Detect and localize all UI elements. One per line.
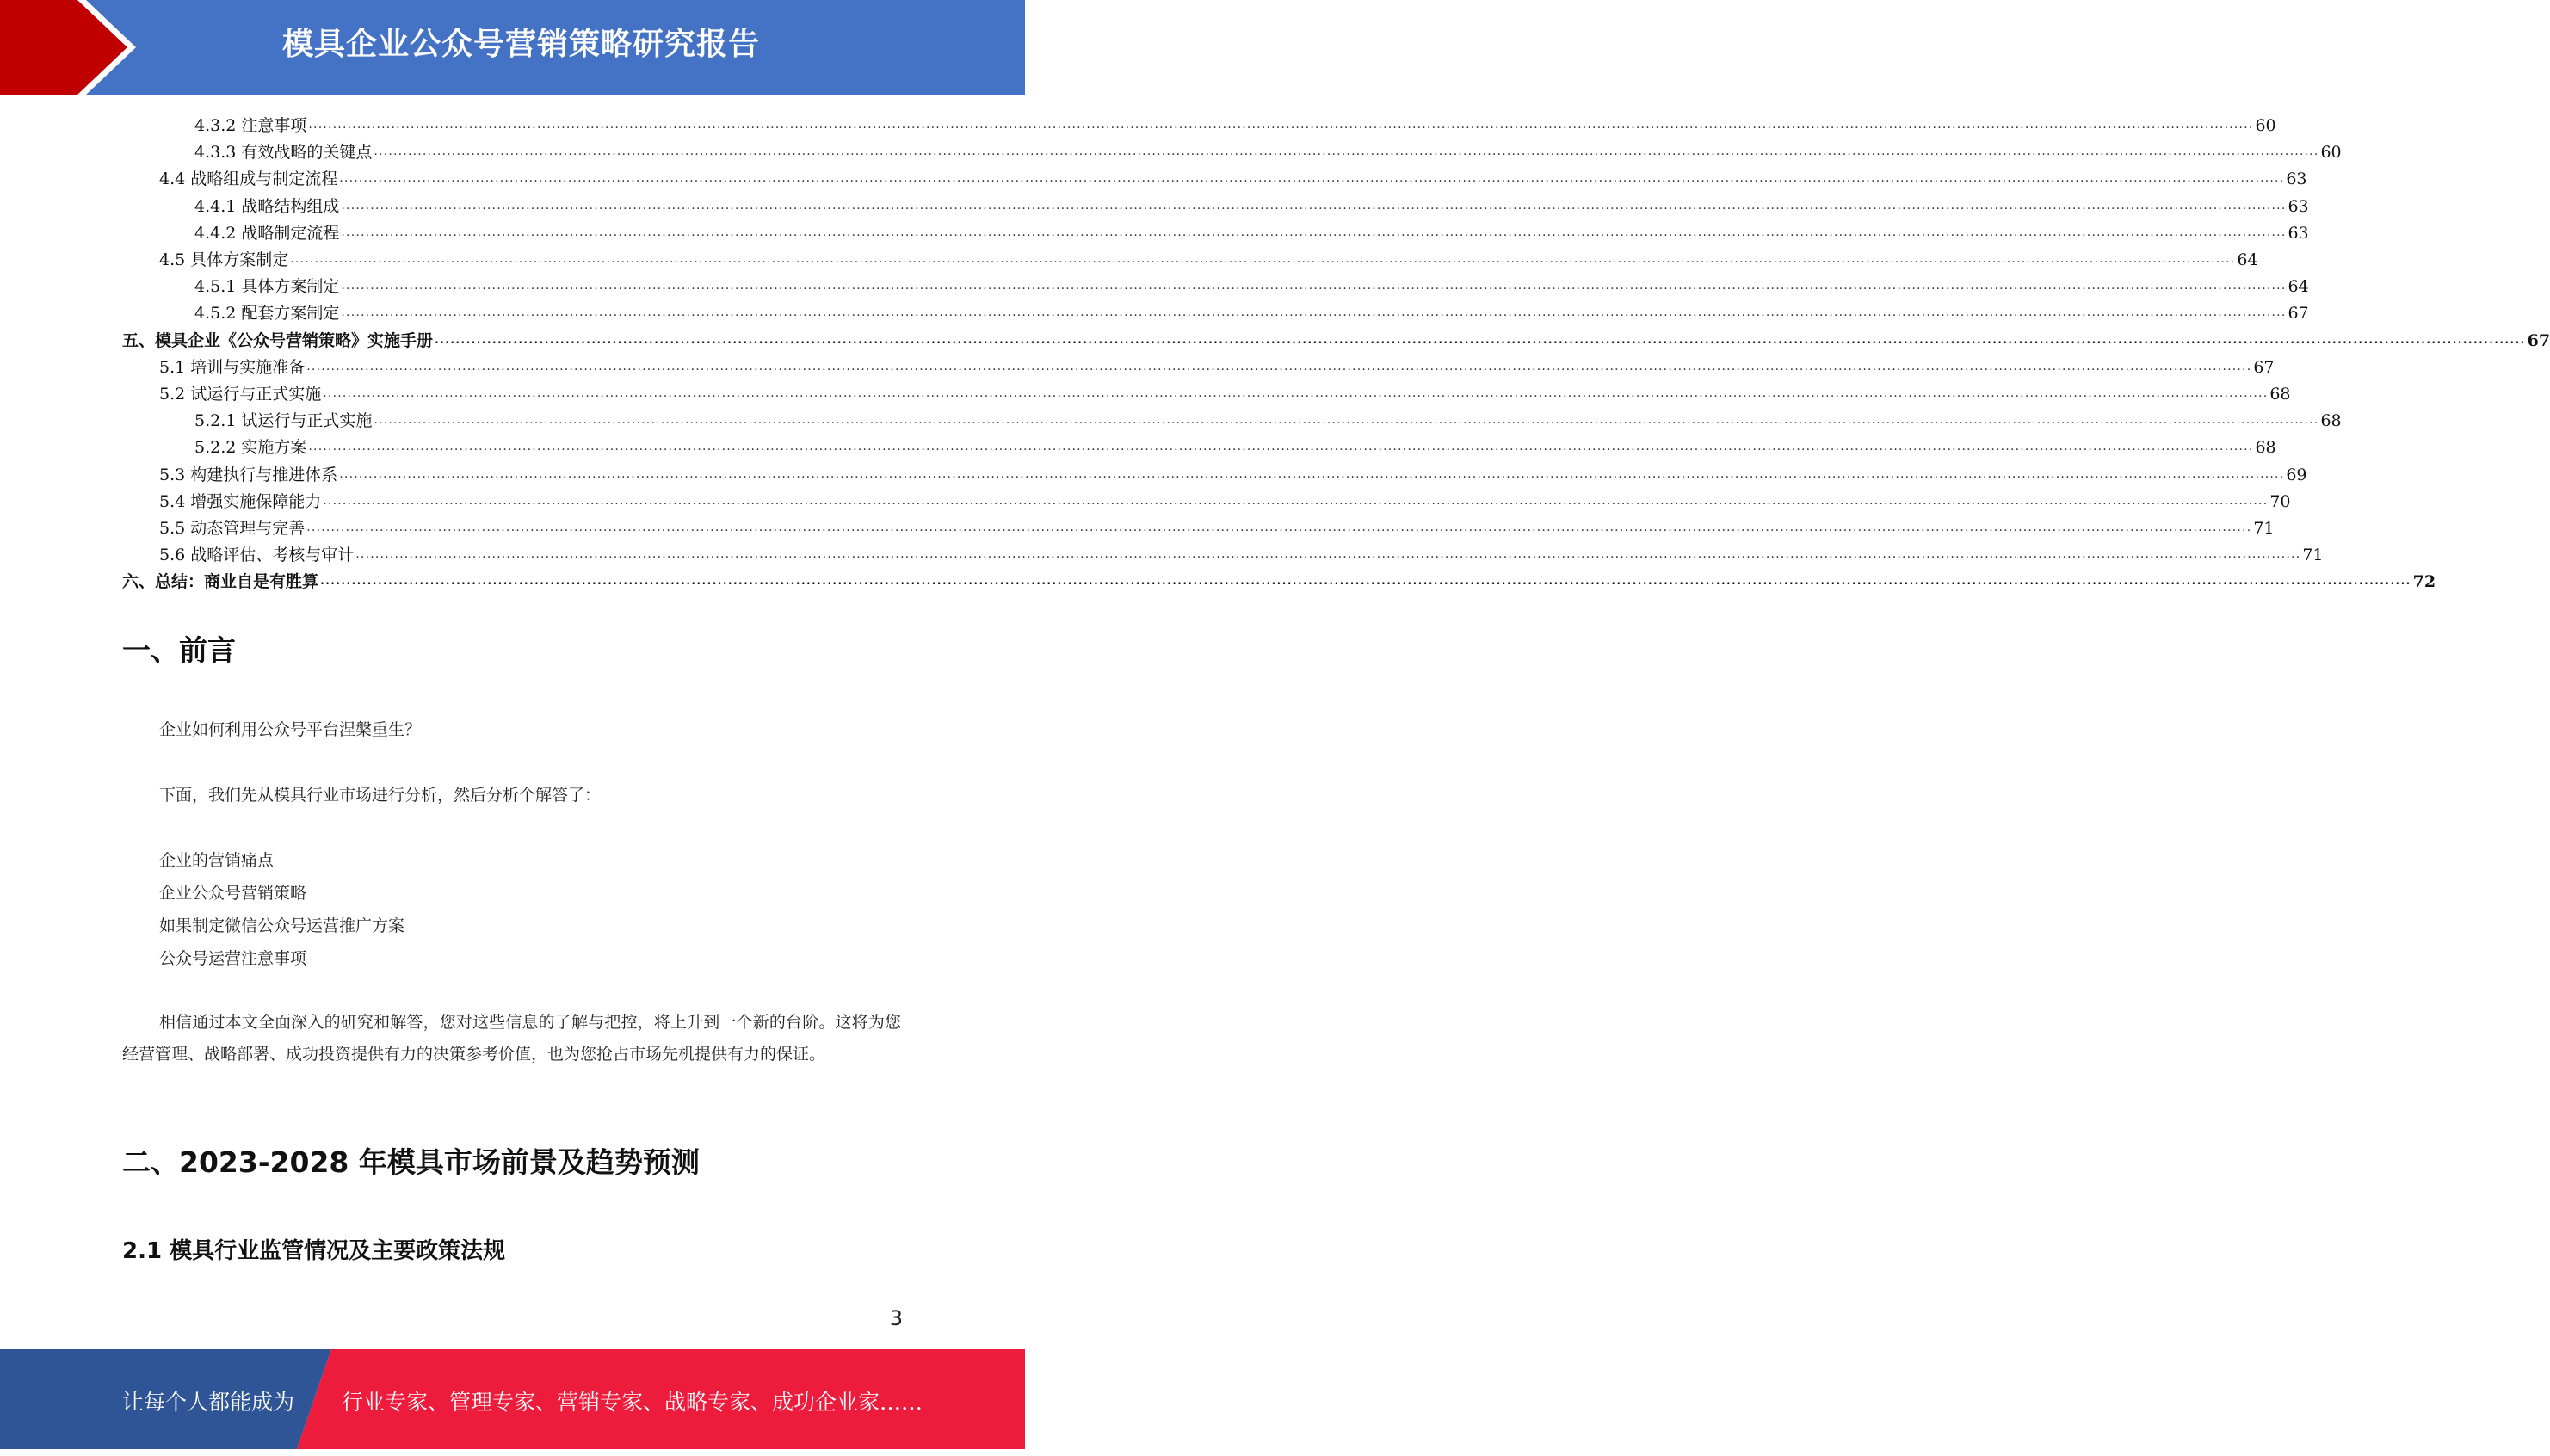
toc-entry[interactable] xyxy=(159,540,2324,565)
toc-entry[interactable] xyxy=(194,432,2276,458)
toc-entry-page: 69 xyxy=(2286,465,2307,484)
section-heading-preface: 一、前言 xyxy=(122,633,236,667)
toc-entry[interactable] xyxy=(194,218,2309,244)
toc-dot-leader: ................................................................................................................................................................................................................................................................................................................................................................................................................ xyxy=(341,279,2287,293)
toc-entry-label: 4.4.2 战略制定流程 xyxy=(194,223,340,243)
toc-entry[interactable] xyxy=(194,298,2309,324)
footer-slogan-left: 让每个人都能成为 xyxy=(122,1390,295,1415)
toc-entry-page: 67 xyxy=(2253,357,2275,377)
preface-point: 如果制定微信公众号运营推广方案 xyxy=(159,916,405,935)
toc-dot-leader: ................................................................................................................................................................................................................................................................................................................................................................................................................ xyxy=(306,359,2252,373)
toc-entry-page: 72 xyxy=(2412,572,2436,592)
subsection-heading-regulation: 2.1 模具行业监管情况及主要政策法规 xyxy=(122,1238,506,1264)
toc-entry-label: 4.3.3 有效战略的关键点 xyxy=(194,143,373,163)
toc-entry[interactable] xyxy=(159,513,2275,539)
preface-intro: 下面，我们先从模具行业市场进行分析，然后分析个解答了： xyxy=(159,786,602,805)
toc-entry-label: 五、模具企业《公众号营销策略》实施手册 xyxy=(122,330,434,350)
toc-dot-leader: ................................................................................................................................................................................................................................................................................................................................................................................................................ xyxy=(308,440,2254,454)
preface-point: 企业的营销痛点 xyxy=(159,851,275,870)
toc-dot-leader: ................................................................................................................................................................................................................................................................................................................................................................................................................ xyxy=(323,386,2269,400)
toc-entry-label: 4.4.1 战略结构组成 xyxy=(194,196,340,216)
toc-dot-leader: ................................................................................................................................................................................................................................................................................................................................................................................................................ xyxy=(306,521,2252,534)
toc-entry[interactable] xyxy=(159,379,2291,404)
toc-dot-leader: ................................................................................................................................................................................................................................................................................................................................................................................................................ xyxy=(355,547,2301,562)
toc-dot-leader: ................................................................................................................................................................................................................................................................................................................................................................................................................ xyxy=(435,332,2526,347)
toc-entry[interactable] xyxy=(159,244,2258,270)
toc-entry[interactable] xyxy=(159,352,2275,378)
toc-entry-label: 5.2.2 实施方案 xyxy=(194,438,307,458)
toc-entry-label: 4.3.2 注意事项 xyxy=(194,116,307,135)
toc-entry-page: 64 xyxy=(2237,250,2258,269)
toc-entry-page: 68 xyxy=(2320,411,2342,431)
page-footer xyxy=(0,1349,1025,1449)
toc-entry-page: 68 xyxy=(2269,385,2291,404)
toc-entry-page: 64 xyxy=(2288,277,2309,297)
toc-dot-leader: ................................................................................................................................................................................................................................................................................................................................................................................................................ xyxy=(339,466,2285,481)
toc-dot-leader: ................................................................................................................................................................................................................................................................................................................................................................................................................ xyxy=(374,413,2319,428)
toc-entry-page: 71 xyxy=(2253,519,2275,538)
toc-dot-leader: ................................................................................................................................................................................................................................................................................................................................................................................................................ xyxy=(374,145,2319,159)
preface-question: 企业如何利用公众号平台涅槃重生？ xyxy=(159,720,422,739)
toc-entry-label: 5.5 动态管理与完善 xyxy=(159,519,306,538)
toc-entry-page: 60 xyxy=(2320,143,2342,163)
toc-entry-page: 67 xyxy=(2288,304,2309,324)
toc-entry-page: 60 xyxy=(2255,116,2276,135)
toc-dot-leader: ................................................................................................................................................................................................................................................................................................................................................................................................................ xyxy=(339,171,2285,186)
toc-entry-label: 5.2 试运行与正式实施 xyxy=(159,385,322,404)
toc-entry-page: 68 xyxy=(2255,438,2276,458)
toc-entry-page: 63 xyxy=(2286,170,2307,189)
toc-dot-leader: ................................................................................................................................................................................................................................................................................................................................................................................................................ xyxy=(320,574,2411,589)
toc-entry-page: 71 xyxy=(2302,546,2324,565)
toc-entry[interactable] xyxy=(159,460,2307,485)
toc-entry[interactable] xyxy=(194,110,2276,136)
preface-conclusion: 相信通过本文全面深入的研究和解答，您对这些信息的了解与把控，将上升到一个新的台阶。这将为您经营管理、战略部署、成功投资提供有力的决策参考价值，也为您抢占市场先机提供有力的保证。 xyxy=(122,1013,901,1064)
toc-entry[interactable] xyxy=(194,191,2309,217)
toc-entry-label: 4.5.2 配套方案制定 xyxy=(194,304,340,324)
toc-entry[interactable] xyxy=(194,405,2342,431)
toc-entry[interactable] xyxy=(194,271,2309,297)
toc-entry-page: 63 xyxy=(2288,196,2309,216)
toc-entry-page: 67 xyxy=(2527,330,2550,350)
toc-entry-label: 4.5 具体方案制定 xyxy=(159,250,289,269)
preface-point: 公众号运营注意事项 xyxy=(159,949,307,968)
toc-entry-label: 5.6 战略评估、考核与审计 xyxy=(159,546,355,565)
toc-dot-leader: ................................................................................................................................................................................................................................................................................................................................................................................................................ xyxy=(341,198,2287,213)
toc-entry-label: 5.4 增强实施保障能力 xyxy=(159,491,322,511)
toc-dot-leader: ................................................................................................................................................................................................................................................................................................................................................................................................................ xyxy=(341,305,2287,320)
toc-entry-label: 4.4 战略组成与制定流程 xyxy=(159,170,338,189)
footer-slogan-right: 行业专家、管理专家、营销专家、战略专家、成功企业家…… xyxy=(342,1390,923,1415)
toc-dot-leader: ................................................................................................................................................................................................................................................................................................................................................................................................................ xyxy=(341,225,2287,239)
document-title: 模具企业公众号营销策略研究报告 xyxy=(281,27,760,62)
page-number: 3 xyxy=(889,1306,903,1330)
toc-entry[interactable] xyxy=(122,566,2436,592)
toc-entry-label: 4.5.1 具体方案制定 xyxy=(194,277,340,297)
toc-entry-label: 六、总结：商业自是有胜算 xyxy=(122,572,319,592)
page-header xyxy=(0,0,1025,95)
toc-entry-label: 5.2.1 试运行与正式实施 xyxy=(194,411,373,431)
toc-dot-leader: ................................................................................................................................................................................................................................................................................................................................................................................................................ xyxy=(308,118,2254,132)
toc-dot-leader: ................................................................................................................................................................................................................................................................................................................................................................................................................ xyxy=(290,252,2236,266)
preface-point: 企业公众号营销策略 xyxy=(159,884,307,903)
toc-entry-page: 63 xyxy=(2288,223,2309,243)
toc-entry[interactable] xyxy=(159,486,2291,512)
section-heading-forecast: 二、2023-2028 年模具市场前景及趋势预测 xyxy=(122,1145,700,1179)
toc-entry-page: 70 xyxy=(2269,491,2291,511)
toc-entry[interactable] xyxy=(159,163,2307,189)
toc-dot-leader: ................................................................................................................................................................................................................................................................................................................................................................................................................ xyxy=(323,493,2269,508)
toc-entry-label: 5.1 培训与实施准备 xyxy=(159,357,306,377)
toc-entry[interactable] xyxy=(194,137,2342,163)
toc-entry[interactable] xyxy=(122,325,2550,351)
toc-entry-label: 5.3 构建执行与推进体系 xyxy=(159,465,338,484)
